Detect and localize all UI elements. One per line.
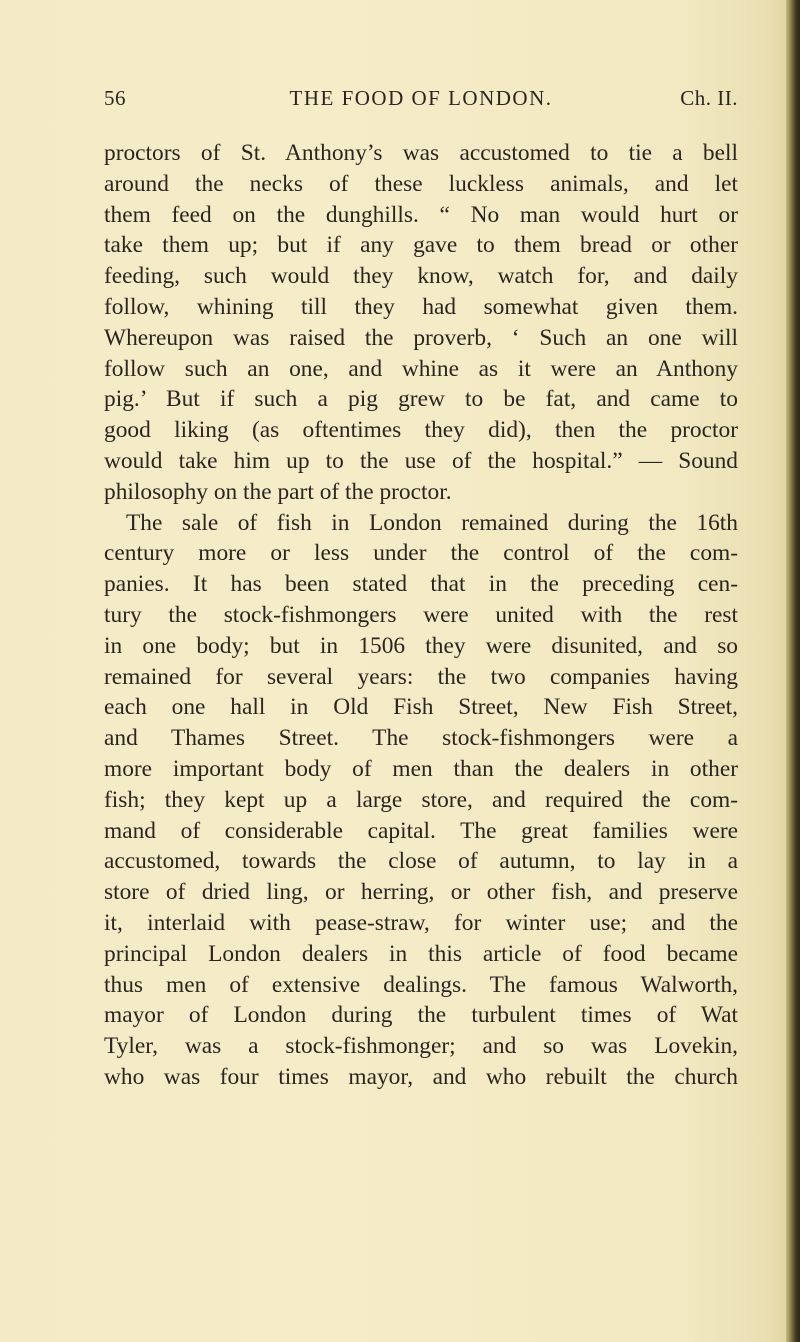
- text-line: tury the stock-fishmongers were united with the rest: [104, 601, 738, 628]
- text-line: mayor of London during the turbulent times of Wat: [104, 1002, 738, 1029]
- text-line: pig.’ But if such a pig grew to be fat, and came to: [104, 386, 738, 413]
- running-title: THE FOOD OF LONDON.: [289, 86, 553, 110]
- text-line: it, interlaid with pease-straw, for winter use; and the: [104, 909, 738, 936]
- chapter-label: Ch. II.: [680, 86, 738, 110]
- page-edge-shadow: [786, 0, 800, 1342]
- text-line: Tyler, was a stock-fishmonger; and so was Lovekin,: [104, 1033, 738, 1060]
- text-line: and Thames Street. The stock-fishmongers were a: [104, 725, 738, 752]
- body-text: [104, 138, 738, 1093]
- text-line: feeding, such would they know, watch for, and daily: [104, 263, 738, 290]
- text-line: would take him up to the use of the hospital.” — Sound: [104, 447, 738, 474]
- text-line: store of dried ling, or herring, or other fish, and preserve: [104, 879, 738, 906]
- text-line: around the necks of these luckless animals, and let: [104, 170, 738, 197]
- text-line: The sale of fish in London remained during the 16th: [126, 509, 738, 536]
- text-line: century more or less under the control of the com-: [104, 540, 738, 567]
- text-line: good liking (as oftentimes they did), then the proctor: [104, 417, 738, 444]
- text-line: mand of considerable capital. The great families were: [104, 817, 738, 844]
- text-line: panies. It has been stated that in the preceding cen-: [104, 571, 738, 598]
- text-line: follow, whining till they had somewhat given them.: [104, 293, 738, 320]
- running-header: [104, 86, 738, 116]
- text-line: remained for several years: the two companies having: [104, 663, 738, 690]
- text-line: philosophy on the part of the proctor.: [104, 478, 452, 505]
- text-line: each one hall in Old Fish Street, New Fish Street,: [104, 694, 738, 721]
- text-line: more important body of men than the dealers in other: [104, 755, 738, 782]
- text-line: in one body; but in 1506 they were disunited, and so: [104, 632, 738, 659]
- text-line: proctors of St. Anthony’s was accustomed to tie a bell: [104, 140, 738, 166]
- text-line: who was four times mayor, and who rebuilt the church: [104, 1063, 738, 1090]
- text-line: them feed on the dunghills. “ No man would hurt or: [104, 201, 738, 228]
- text-line: take them up; but if any gave to them bread or other: [104, 232, 738, 259]
- text-line: principal London dealers in this article of food became: [104, 940, 738, 967]
- text-line: accustomed, towards the close of autumn, to lay in a: [104, 848, 738, 875]
- text-line: follow such an one, and whine as it were an Anthony: [104, 355, 738, 382]
- text-line: fish; they kept up a large store, and required the com-: [104, 786, 738, 813]
- page-number: 56: [104, 86, 126, 110]
- text-line: thus men of extensive dealings. The famous Walworth,: [104, 971, 738, 998]
- text-line: Whereupon was raised the proverb, ‘ Such an one will: [104, 324, 738, 351]
